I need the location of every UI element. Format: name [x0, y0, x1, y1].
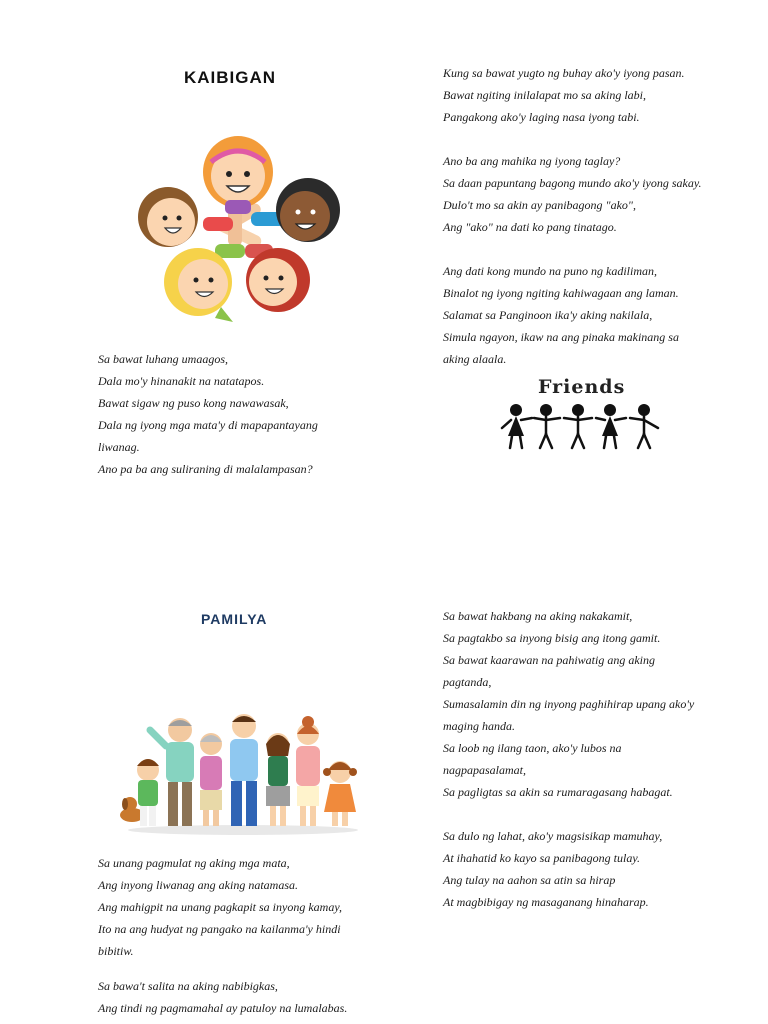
poem-line: aking alaala.	[443, 352, 507, 366]
poem-line: Sa bawat hakbang na aking nakakamit,	[443, 609, 633, 623]
poem-line: Sumasalamin din ng inyong paghihirap upang ako'y	[443, 697, 695, 711]
poem-line: pagtanda,	[443, 675, 492, 689]
poem-line: Ang tindi ng pagmamahal ay patuloy na lumalabas.	[98, 1001, 348, 1015]
poem-line: Pangakong ako'y laging nasa iyong tabi.	[443, 110, 640, 124]
friends-logo-text: Friends	[538, 376, 626, 398]
poem-line: Ano pa ba ang suliraning di malalampasan?	[98, 462, 313, 476]
kid-right	[276, 178, 340, 242]
poem-line: Ang "ako" na dati ko pang tinatago.	[443, 220, 617, 234]
poem-line: Ano ba ang mahika ng iyong taglay?	[443, 154, 621, 168]
poem-line: Bawat ngiting inilalapat mo sa aking labi,	[443, 88, 647, 102]
poem-line: maging handa.	[443, 719, 515, 733]
mother	[296, 716, 320, 826]
pamilya-title: PAMILYA	[201, 611, 268, 627]
kid-top	[203, 136, 273, 214]
pamilya-stanza-left-1	[98, 852, 342, 962]
kid-bottom-right	[246, 248, 310, 312]
poem-line: Ang inyong liwanag ang aking natamasa.	[98, 878, 298, 892]
poem-line: Dala ng iyong mga mata'y di mapapantayang	[98, 418, 318, 432]
stick-figures-icon	[498, 402, 668, 450]
poem-line: Bawat sigaw ng puso kong nawawasak,	[98, 396, 289, 410]
pamilya-stanza-right-2	[443, 825, 662, 913]
poem-line: liwanag.	[98, 440, 140, 454]
poem-line: At magbibigay ng masaganang hinaharap.	[443, 895, 649, 909]
poem-line: bibitiw.	[98, 944, 134, 958]
poem-line: Ang tulay na aahon sa atin sa hirap	[443, 873, 616, 887]
poem-line: Sa unang pagmulat ng aking mga mata,	[98, 856, 290, 870]
poem-line: Dala mo'y hinanakit na natatapos.	[98, 374, 265, 388]
pamilya-stanza-right-1	[443, 605, 694, 803]
father	[230, 714, 258, 826]
kaibigan-stanza-left	[98, 348, 318, 480]
kid-bottom-left	[164, 248, 233, 322]
poem-line: Sa dulo ng lahat, ako'y magsisikap mamuhay,	[443, 829, 663, 843]
kaibigan-title: KAIBIGAN	[184, 68, 277, 87]
friends-logo	[498, 376, 668, 452]
poem-line: Sa bawat luhang umaagos,	[98, 352, 229, 366]
kaibigan-stanza-right-1	[443, 62, 685, 128]
poem-line: Sa daan papuntang bagong mundo ako'y iyong sakay.	[443, 176, 702, 190]
kaibigan-stanza-right-2	[443, 150, 702, 238]
kid-left	[138, 187, 198, 247]
poem-line: Kung sa bawat yugto ng buhay ako'y iyong pasan.	[443, 66, 685, 80]
poem-line: Ang mahigpit na unang pagkapit sa inyong kamay,	[98, 900, 342, 914]
girl-right	[323, 761, 357, 826]
grandmother	[200, 733, 222, 826]
poem-line: Sa bawat kaarawan na pahiwatig ang aking	[443, 653, 656, 667]
poem-line: At ihahatid ko kayo sa panibagong tulay.	[443, 851, 640, 865]
girl-green	[266, 733, 290, 826]
poem-line: Sa loob ng ilang taon, ako'y lubos na	[443, 741, 622, 755]
poem-line: Dulo't mo sa akin ay panibagong "ako",	[443, 198, 636, 212]
poem-line: Sa pagligtas sa akin sa rumaragasang habagat.	[443, 785, 673, 799]
poem-line: Simula ngayon, ikaw na ang pinaka makinang sa	[443, 330, 679, 344]
family-illustration	[118, 712, 363, 837]
poem-line: Ang dati kong mundo na puno ng kadiliman,	[443, 264, 657, 278]
poem-line: Ito na ang hudyat ng pangako na kailanma'y hindi	[98, 922, 341, 936]
kids-circle-illustration	[133, 132, 348, 332]
poem-line: Salamat sa Panginoon ika'y aking nakilala,	[443, 308, 653, 322]
poem-line: nagpapasalamat,	[443, 763, 527, 777]
kaibigan-stanza-right-3	[443, 260, 679, 370]
boy-left	[137, 759, 159, 826]
pamilya-stanza-left-2	[98, 975, 347, 1019]
poem-line: Sa bawa't salita na aking nabibigkas,	[98, 979, 278, 993]
poem-line: Binalot ng iyong ngiting kahiwagaan ang laman.	[443, 286, 679, 300]
poem-line: Sa pagtakbo sa inyong bisig ang itong gamit.	[443, 631, 661, 645]
